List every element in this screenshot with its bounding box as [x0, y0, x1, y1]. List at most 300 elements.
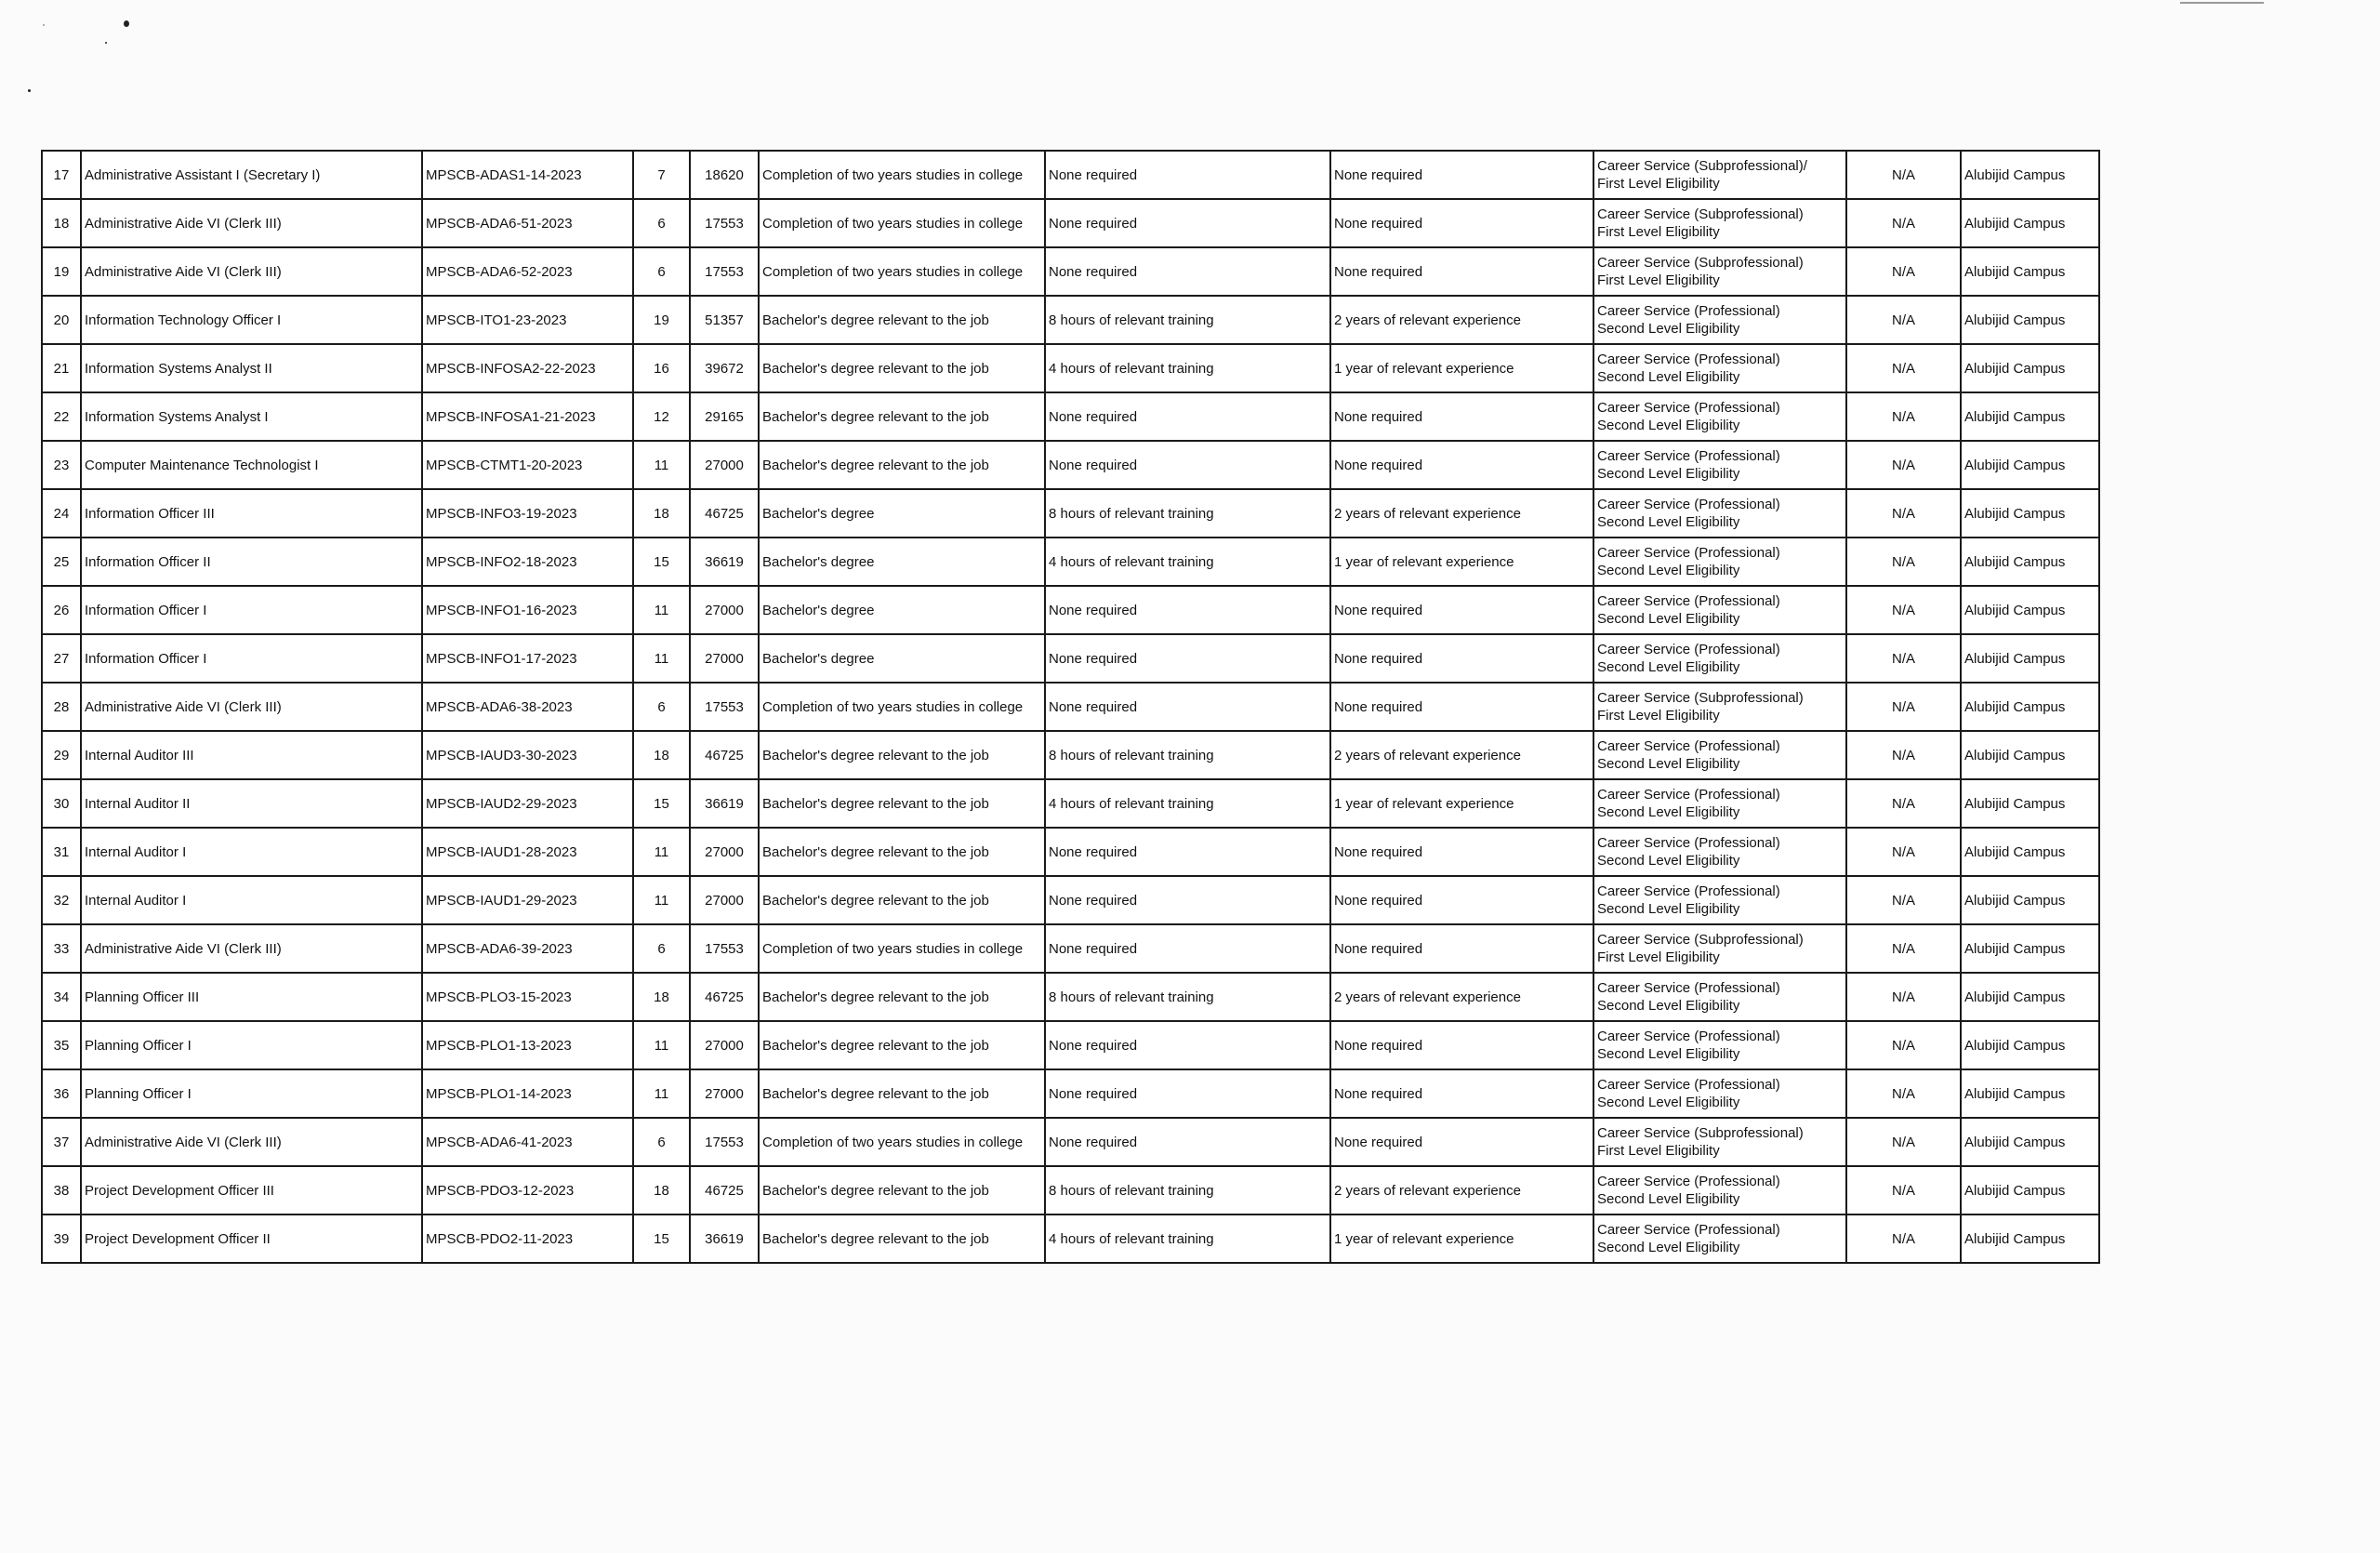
- salary-grade-cell: 19: [633, 296, 690, 344]
- position-title-cell: Planning Officer I: [81, 1069, 422, 1118]
- table-row: [42, 441, 2099, 489]
- plantilla-item-code-cell: MPSCB-PDO3-12-2023: [422, 1166, 633, 1215]
- item-number-cell: 34: [42, 973, 81, 1021]
- item-number-cell: 25: [42, 538, 81, 586]
- education-requirement-cell: Completion of two years studies in college: [759, 924, 1045, 973]
- place-of-assignment-cell: Alubijid Campus: [1961, 876, 2099, 924]
- competency-exam-cell: N/A: [1846, 876, 1961, 924]
- training-requirement-cell: None required: [1045, 876, 1330, 924]
- plantilla-item-code-cell: MPSCB-IAUD1-28-2023: [422, 828, 633, 876]
- place-of-assignment-cell: Alubijid Campus: [1961, 296, 2099, 344]
- item-number-cell: 31: [42, 828, 81, 876]
- competency-exam-cell: N/A: [1846, 634, 1961, 683]
- experience-requirement-cell: 1 year of relevant experience: [1330, 779, 1593, 828]
- item-number-cell: 37: [42, 1118, 81, 1166]
- monthly-salary-cell: 18620: [690, 151, 759, 199]
- eligibility-line: Second Level Eligibility: [1597, 804, 1740, 820]
- salary-grade-cell: 11: [633, 634, 690, 683]
- item-number-cell: 33: [42, 924, 81, 973]
- plantilla-item-code-cell: MPSCB-ADA6-39-2023: [422, 924, 633, 973]
- place-of-assignment-cell: Alubijid Campus: [1961, 731, 2099, 779]
- item-number-cell: 27: [42, 634, 81, 683]
- experience-requirement-cell: None required: [1330, 876, 1593, 924]
- eligibility-line: Career Service (Professional): [1597, 980, 1780, 996]
- table-row: [42, 779, 2099, 828]
- training-requirement-cell: None required: [1045, 247, 1330, 296]
- training-requirement-cell: None required: [1045, 828, 1330, 876]
- salary-grade-cell: 18: [633, 489, 690, 538]
- salary-grade-cell: 11: [633, 586, 690, 634]
- eligibility-line: Second Level Eligibility: [1597, 418, 1740, 433]
- table-row: [42, 392, 2099, 441]
- position-title-cell: Project Development Officer II: [81, 1215, 422, 1263]
- salary-grade-cell: 11: [633, 1069, 690, 1118]
- eligibility-line: First Level Eligibility: [1597, 176, 1720, 192]
- position-title-cell: Information Officer I: [81, 586, 422, 634]
- education-requirement-cell: Bachelor's degree relevant to the job: [759, 876, 1045, 924]
- position-title-cell: Information Technology Officer I: [81, 296, 422, 344]
- training-requirement-cell: None required: [1045, 1118, 1330, 1166]
- training-requirement-cell: 4 hours of relevant training: [1045, 344, 1330, 392]
- experience-requirement-cell: None required: [1330, 247, 1593, 296]
- eligibility-requirement-cell: [1593, 876, 1846, 924]
- eligibility-line: First Level Eligibility: [1597, 949, 1720, 965]
- eligibility-requirement-cell: [1593, 683, 1846, 731]
- eligibility-line: Second Level Eligibility: [1597, 998, 1740, 1014]
- training-requirement-cell: None required: [1045, 634, 1330, 683]
- item-number-cell: 30: [42, 779, 81, 828]
- education-requirement-cell: Bachelor's degree relevant to the job: [759, 828, 1045, 876]
- education-requirement-cell: Bachelor's degree: [759, 538, 1045, 586]
- eligibility-line: Career Service (Subprofessional): [1597, 206, 1804, 222]
- table-row: [42, 731, 2099, 779]
- item-number-cell: 22: [42, 392, 81, 441]
- monthly-salary-cell: 17553: [690, 1118, 759, 1166]
- item-number-cell: 26: [42, 586, 81, 634]
- eligibility-line: Second Level Eligibility: [1597, 901, 1740, 917]
- eligibility-requirement-cell: [1593, 538, 1846, 586]
- training-requirement-cell: 8 hours of relevant training: [1045, 731, 1330, 779]
- table-row: [42, 876, 2099, 924]
- experience-requirement-cell: None required: [1330, 924, 1593, 973]
- plantilla-item-code-cell: MPSCB-ADA6-41-2023: [422, 1118, 633, 1166]
- eligibility-requirement-cell: [1593, 199, 1846, 247]
- education-requirement-cell: Bachelor's degree relevant to the job: [759, 1069, 1045, 1118]
- training-requirement-cell: None required: [1045, 392, 1330, 441]
- competency-exam-cell: N/A: [1846, 1215, 1961, 1263]
- salary-grade-cell: 15: [633, 779, 690, 828]
- eligibility-line: Career Service (Professional): [1597, 787, 1780, 803]
- scan-speck: [28, 89, 31, 92]
- competency-exam-cell: N/A: [1846, 151, 1961, 199]
- place-of-assignment-cell: Alubijid Campus: [1961, 1215, 2099, 1263]
- place-of-assignment-cell: Alubijid Campus: [1961, 586, 2099, 634]
- positions-table: [41, 150, 2100, 1264]
- position-title-cell: Information Officer III: [81, 489, 422, 538]
- eligibility-requirement-cell: [1593, 1166, 1846, 1215]
- eligibility-requirement-cell: [1593, 973, 1846, 1021]
- eligibility-line: Career Service (Professional): [1597, 1222, 1780, 1238]
- eligibility-line: Career Service (Subprofessional): [1597, 690, 1804, 706]
- eligibility-requirement-cell: [1593, 586, 1846, 634]
- plantilla-item-code-cell: MPSCB-ITO1-23-2023: [422, 296, 633, 344]
- education-requirement-cell: Bachelor's degree relevant to the job: [759, 779, 1045, 828]
- place-of-assignment-cell: Alubijid Campus: [1961, 441, 2099, 489]
- eligibility-line: Second Level Eligibility: [1597, 1095, 1740, 1110]
- salary-grade-cell: 12: [633, 392, 690, 441]
- place-of-assignment-cell: Alubijid Campus: [1961, 779, 2099, 828]
- position-title-cell: Internal Auditor II: [81, 779, 422, 828]
- training-requirement-cell: 8 hours of relevant training: [1045, 1166, 1330, 1215]
- eligibility-line: Career Service (Professional): [1597, 1029, 1780, 1044]
- education-requirement-cell: Completion of two years studies in college: [759, 199, 1045, 247]
- experience-requirement-cell: 2 years of relevant experience: [1330, 489, 1593, 538]
- plantilla-item-code-cell: MPSCB-ADA6-52-2023: [422, 247, 633, 296]
- education-requirement-cell: Bachelor's degree relevant to the job: [759, 392, 1045, 441]
- plantilla-item-code-cell: MPSCB-INFO1-16-2023: [422, 586, 633, 634]
- experience-requirement-cell: None required: [1330, 392, 1593, 441]
- eligibility-line: Second Level Eligibility: [1597, 1240, 1740, 1255]
- competency-exam-cell: N/A: [1846, 1021, 1961, 1069]
- position-title-cell: Administrative Aide VI (Clerk III): [81, 199, 422, 247]
- training-requirement-cell: None required: [1045, 1069, 1330, 1118]
- competency-exam-cell: N/A: [1846, 296, 1961, 344]
- position-title-cell: Information Systems Analyst I: [81, 392, 422, 441]
- table-row: [42, 151, 2099, 199]
- salary-grade-cell: 11: [633, 876, 690, 924]
- monthly-salary-cell: 27000: [690, 1069, 759, 1118]
- monthly-salary-cell: 27000: [690, 441, 759, 489]
- training-requirement-cell: 4 hours of relevant training: [1045, 1215, 1330, 1263]
- salary-grade-cell: 6: [633, 247, 690, 296]
- position-title-cell: Internal Auditor I: [81, 876, 422, 924]
- plantilla-item-code-cell: MPSCB-IAUD2-29-2023: [422, 779, 633, 828]
- place-of-assignment-cell: Alubijid Campus: [1961, 683, 2099, 731]
- eligibility-requirement-cell: [1593, 489, 1846, 538]
- competency-exam-cell: N/A: [1846, 731, 1961, 779]
- eligibility-line: Career Service (Professional): [1597, 593, 1780, 609]
- place-of-assignment-cell: Alubijid Campus: [1961, 151, 2099, 199]
- education-requirement-cell: Completion of two years studies in college: [759, 683, 1045, 731]
- eligibility-line: Second Level Eligibility: [1597, 853, 1740, 869]
- experience-requirement-cell: None required: [1330, 1021, 1593, 1069]
- salary-grade-cell: 6: [633, 683, 690, 731]
- experience-requirement-cell: None required: [1330, 683, 1593, 731]
- eligibility-line: Career Service (Professional): [1597, 545, 1780, 561]
- training-requirement-cell: 8 hours of relevant training: [1045, 489, 1330, 538]
- education-requirement-cell: Bachelor's degree relevant to the job: [759, 1166, 1045, 1215]
- salary-grade-cell: 15: [633, 1215, 690, 1263]
- competency-exam-cell: N/A: [1846, 586, 1961, 634]
- eligibility-line: Career Service (Professional): [1597, 642, 1780, 657]
- eligibility-requirement-cell: [1593, 296, 1846, 344]
- competency-exam-cell: N/A: [1846, 247, 1961, 296]
- eligibility-line: Career Service (Professional): [1597, 1174, 1780, 1189]
- eligibility-requirement-cell: [1593, 634, 1846, 683]
- position-title-cell: Planning Officer I: [81, 1021, 422, 1069]
- table-row: [42, 344, 2099, 392]
- monthly-salary-cell: 29165: [690, 392, 759, 441]
- competency-exam-cell: N/A: [1846, 683, 1961, 731]
- item-number-cell: 24: [42, 489, 81, 538]
- competency-exam-cell: N/A: [1846, 779, 1961, 828]
- eligibility-line: Career Service (Professional): [1597, 1077, 1780, 1093]
- position-title-cell: Information Officer II: [81, 538, 422, 586]
- eligibility-line: Career Service (Subprofessional): [1597, 1125, 1804, 1141]
- place-of-assignment-cell: Alubijid Campus: [1961, 1069, 2099, 1118]
- salary-grade-cell: 15: [633, 538, 690, 586]
- plantilla-item-code-cell: MPSCB-PLO1-14-2023: [422, 1069, 633, 1118]
- eligibility-line: Second Level Eligibility: [1597, 563, 1740, 578]
- plantilla-item-code-cell: MPSCB-PLO1-13-2023: [422, 1021, 633, 1069]
- eligibility-line: Second Level Eligibility: [1597, 466, 1740, 482]
- eligibility-requirement-cell: [1593, 779, 1846, 828]
- education-requirement-cell: Bachelor's degree relevant to the job: [759, 441, 1045, 489]
- scan-speck: [43, 24, 45, 26]
- monthly-salary-cell: 36619: [690, 538, 759, 586]
- training-requirement-cell: 4 hours of relevant training: [1045, 538, 1330, 586]
- place-of-assignment-cell: Alubijid Campus: [1961, 1166, 2099, 1215]
- salary-grade-cell: 11: [633, 441, 690, 489]
- eligibility-requirement-cell: [1593, 1118, 1846, 1166]
- table-row: [42, 296, 2099, 344]
- experience-requirement-cell: None required: [1330, 441, 1593, 489]
- eligibility-line: Second Level Eligibility: [1597, 321, 1740, 337]
- position-title-cell: Internal Auditor I: [81, 828, 422, 876]
- table-row: [42, 828, 2099, 876]
- eligibility-line: Second Level Eligibility: [1597, 1046, 1740, 1062]
- monthly-salary-cell: 36619: [690, 779, 759, 828]
- training-requirement-cell: None required: [1045, 1021, 1330, 1069]
- eligibility-line: Second Level Eligibility: [1597, 369, 1740, 385]
- education-requirement-cell: Bachelor's degree relevant to the job: [759, 1215, 1045, 1263]
- education-requirement-cell: Bachelor's degree relevant to the job: [759, 296, 1045, 344]
- salary-grade-cell: 6: [633, 1118, 690, 1166]
- positions-table-body: [42, 151, 2099, 1263]
- training-requirement-cell: 4 hours of relevant training: [1045, 779, 1330, 828]
- plantilla-item-code-cell: MPSCB-INFO2-18-2023: [422, 538, 633, 586]
- training-requirement-cell: 8 hours of relevant training: [1045, 973, 1330, 1021]
- place-of-assignment-cell: Alubijid Campus: [1961, 1021, 2099, 1069]
- monthly-salary-cell: 46725: [690, 973, 759, 1021]
- item-number-cell: 17: [42, 151, 81, 199]
- training-requirement-cell: None required: [1045, 151, 1330, 199]
- eligibility-requirement-cell: [1593, 924, 1846, 973]
- table-row: [42, 489, 2099, 538]
- eligibility-line: Second Level Eligibility: [1597, 659, 1740, 675]
- table-row: [42, 973, 2099, 1021]
- plantilla-item-code-cell: MPSCB-IAUD3-30-2023: [422, 731, 633, 779]
- place-of-assignment-cell: Alubijid Campus: [1961, 489, 2099, 538]
- education-requirement-cell: Bachelor's degree relevant to the job: [759, 344, 1045, 392]
- eligibility-requirement-cell: [1593, 731, 1846, 779]
- experience-requirement-cell: None required: [1330, 1118, 1593, 1166]
- eligibility-line: Second Level Eligibility: [1597, 514, 1740, 530]
- education-requirement-cell: Bachelor's degree relevant to the job: [759, 731, 1045, 779]
- place-of-assignment-cell: Alubijid Campus: [1961, 199, 2099, 247]
- salary-grade-cell: 16: [633, 344, 690, 392]
- position-title-cell: Administrative Aide VI (Clerk III): [81, 1118, 422, 1166]
- plantilla-item-code-cell: MPSCB-IAUD1-29-2023: [422, 876, 633, 924]
- position-title-cell: Planning Officer III: [81, 973, 422, 1021]
- experience-requirement-cell: None required: [1330, 199, 1593, 247]
- plantilla-item-code-cell: MPSCB-CTMT1-20-2023: [422, 441, 633, 489]
- eligibility-line: First Level Eligibility: [1597, 224, 1720, 240]
- education-requirement-cell: Bachelor's degree relevant to the job: [759, 973, 1045, 1021]
- eligibility-line: Career Service (Professional): [1597, 303, 1780, 319]
- monthly-salary-cell: 17553: [690, 247, 759, 296]
- eligibility-line: Second Level Eligibility: [1597, 756, 1740, 772]
- item-number-cell: 19: [42, 247, 81, 296]
- monthly-salary-cell: 46725: [690, 1166, 759, 1215]
- eligibility-requirement-cell: [1593, 344, 1846, 392]
- monthly-salary-cell: 51357: [690, 296, 759, 344]
- experience-requirement-cell: 2 years of relevant experience: [1330, 731, 1593, 779]
- training-requirement-cell: None required: [1045, 683, 1330, 731]
- place-of-assignment-cell: Alubijid Campus: [1961, 1118, 2099, 1166]
- plantilla-item-code-cell: MPSCB-ADAS1-14-2023: [422, 151, 633, 199]
- eligibility-line: Career Service (Professional): [1597, 352, 1780, 367]
- eligibility-requirement-cell: [1593, 1069, 1846, 1118]
- experience-requirement-cell: None required: [1330, 1069, 1593, 1118]
- salary-grade-cell: 11: [633, 1021, 690, 1069]
- position-title-cell: Administrative Aide VI (Clerk III): [81, 683, 422, 731]
- monthly-salary-cell: 27000: [690, 876, 759, 924]
- item-number-cell: 28: [42, 683, 81, 731]
- table-row: [42, 1021, 2099, 1069]
- training-requirement-cell: None required: [1045, 199, 1330, 247]
- place-of-assignment-cell: Alubijid Campus: [1961, 634, 2099, 683]
- monthly-salary-cell: 17553: [690, 683, 759, 731]
- place-of-assignment-cell: Alubijid Campus: [1961, 973, 2099, 1021]
- experience-requirement-cell: 1 year of relevant experience: [1330, 538, 1593, 586]
- competency-exam-cell: N/A: [1846, 1118, 1961, 1166]
- experience-requirement-cell: None required: [1330, 634, 1593, 683]
- item-number-cell: 36: [42, 1069, 81, 1118]
- eligibility-line: Career Service (Subprofessional)/: [1597, 158, 1807, 174]
- place-of-assignment-cell: Alubijid Campus: [1961, 828, 2099, 876]
- competency-exam-cell: N/A: [1846, 392, 1961, 441]
- eligibility-requirement-cell: [1593, 151, 1846, 199]
- eligibility-line: Career Service (Professional): [1597, 497, 1780, 512]
- salary-grade-cell: 11: [633, 828, 690, 876]
- monthly-salary-cell: 27000: [690, 828, 759, 876]
- place-of-assignment-cell: Alubijid Campus: [1961, 392, 2099, 441]
- plantilla-item-code-cell: MPSCB-PDO2-11-2023: [422, 1215, 633, 1263]
- education-requirement-cell: Bachelor's degree relevant to the job: [759, 1021, 1045, 1069]
- eligibility-line: First Level Eligibility: [1597, 272, 1720, 288]
- eligibility-line: Career Service (Professional): [1597, 738, 1780, 754]
- monthly-salary-cell: 27000: [690, 634, 759, 683]
- competency-exam-cell: N/A: [1846, 489, 1961, 538]
- table-row: [42, 199, 2099, 247]
- salary-grade-cell: 6: [633, 199, 690, 247]
- eligibility-requirement-cell: [1593, 441, 1846, 489]
- eligibility-line: First Level Eligibility: [1597, 708, 1720, 723]
- salary-grade-cell: 18: [633, 1166, 690, 1215]
- eligibility-requirement-cell: [1593, 1215, 1846, 1263]
- competency-exam-cell: N/A: [1846, 1069, 1961, 1118]
- item-number-cell: 35: [42, 1021, 81, 1069]
- table-row: [42, 1215, 2099, 1263]
- salary-grade-cell: 18: [633, 973, 690, 1021]
- position-title-cell: Administrative Aide VI (Clerk III): [81, 924, 422, 973]
- scan-speck: [124, 20, 129, 27]
- salary-grade-cell: 18: [633, 731, 690, 779]
- item-number-cell: 39: [42, 1215, 81, 1263]
- table-row: [42, 247, 2099, 296]
- eligibility-line: Career Service (Subprofessional): [1597, 255, 1804, 271]
- plantilla-item-code-cell: MPSCB-PLO3-15-2023: [422, 973, 633, 1021]
- experience-requirement-cell: 2 years of relevant experience: [1330, 296, 1593, 344]
- education-requirement-cell: Completion of two years studies in college: [759, 1118, 1045, 1166]
- plantilla-item-code-cell: MPSCB-ADA6-38-2023: [422, 683, 633, 731]
- experience-requirement-cell: 1 year of relevant experience: [1330, 344, 1593, 392]
- item-number-cell: 20: [42, 296, 81, 344]
- place-of-assignment-cell: Alubijid Campus: [1961, 344, 2099, 392]
- item-number-cell: 18: [42, 199, 81, 247]
- table-row: [42, 634, 2099, 683]
- plantilla-item-code-cell: MPSCB-INFOSA1-21-2023: [422, 392, 633, 441]
- eligibility-line: Career Service (Professional): [1597, 883, 1780, 899]
- training-requirement-cell: 8 hours of relevant training: [1045, 296, 1330, 344]
- experience-requirement-cell: None required: [1330, 151, 1593, 199]
- monthly-salary-cell: 27000: [690, 586, 759, 634]
- monthly-salary-cell: 46725: [690, 489, 759, 538]
- competency-exam-cell: N/A: [1846, 344, 1961, 392]
- scan-edge-line: [2180, 2, 2264, 4]
- education-requirement-cell: Completion of two years studies in college: [759, 247, 1045, 296]
- table-row: [42, 1118, 2099, 1166]
- item-number-cell: 32: [42, 876, 81, 924]
- table-row: [42, 538, 2099, 586]
- competency-exam-cell: N/A: [1846, 924, 1961, 973]
- position-title-cell: Information Officer I: [81, 634, 422, 683]
- position-title-cell: Information Systems Analyst II: [81, 344, 422, 392]
- eligibility-line: Second Level Eligibility: [1597, 611, 1740, 627]
- education-requirement-cell: Bachelor's degree: [759, 586, 1045, 634]
- position-title-cell: Computer Maintenance Technologist I: [81, 441, 422, 489]
- education-requirement-cell: Bachelor's degree: [759, 489, 1045, 538]
- competency-exam-cell: N/A: [1846, 199, 1961, 247]
- item-number-cell: 21: [42, 344, 81, 392]
- item-number-cell: 23: [42, 441, 81, 489]
- place-of-assignment-cell: Alubijid Campus: [1961, 924, 2099, 973]
- monthly-salary-cell: 46725: [690, 731, 759, 779]
- plantilla-item-code-cell: MPSCB-INFO3-19-2023: [422, 489, 633, 538]
- place-of-assignment-cell: Alubijid Campus: [1961, 538, 2099, 586]
- training-requirement-cell: None required: [1045, 924, 1330, 973]
- eligibility-line: Career Service (Professional): [1597, 400, 1780, 416]
- competency-exam-cell: N/A: [1846, 441, 1961, 489]
- monthly-salary-cell: 17553: [690, 199, 759, 247]
- monthly-salary-cell: 17553: [690, 924, 759, 973]
- table-row: [42, 924, 2099, 973]
- eligibility-line: First Level Eligibility: [1597, 1143, 1720, 1159]
- monthly-salary-cell: 27000: [690, 1021, 759, 1069]
- training-requirement-cell: None required: [1045, 586, 1330, 634]
- education-requirement-cell: Bachelor's degree: [759, 634, 1045, 683]
- eligibility-line: Career Service (Professional): [1597, 835, 1780, 851]
- competency-exam-cell: N/A: [1846, 538, 1961, 586]
- eligibility-requirement-cell: [1593, 1021, 1846, 1069]
- plantilla-item-code-cell: MPSCB-INFO1-17-2023: [422, 634, 633, 683]
- table-row: [42, 1166, 2099, 1215]
- plantilla-item-code-cell: MPSCB-ADA6-51-2023: [422, 199, 633, 247]
- monthly-salary-cell: 36619: [690, 1215, 759, 1263]
- table-row: [42, 1069, 2099, 1118]
- table-row: [42, 586, 2099, 634]
